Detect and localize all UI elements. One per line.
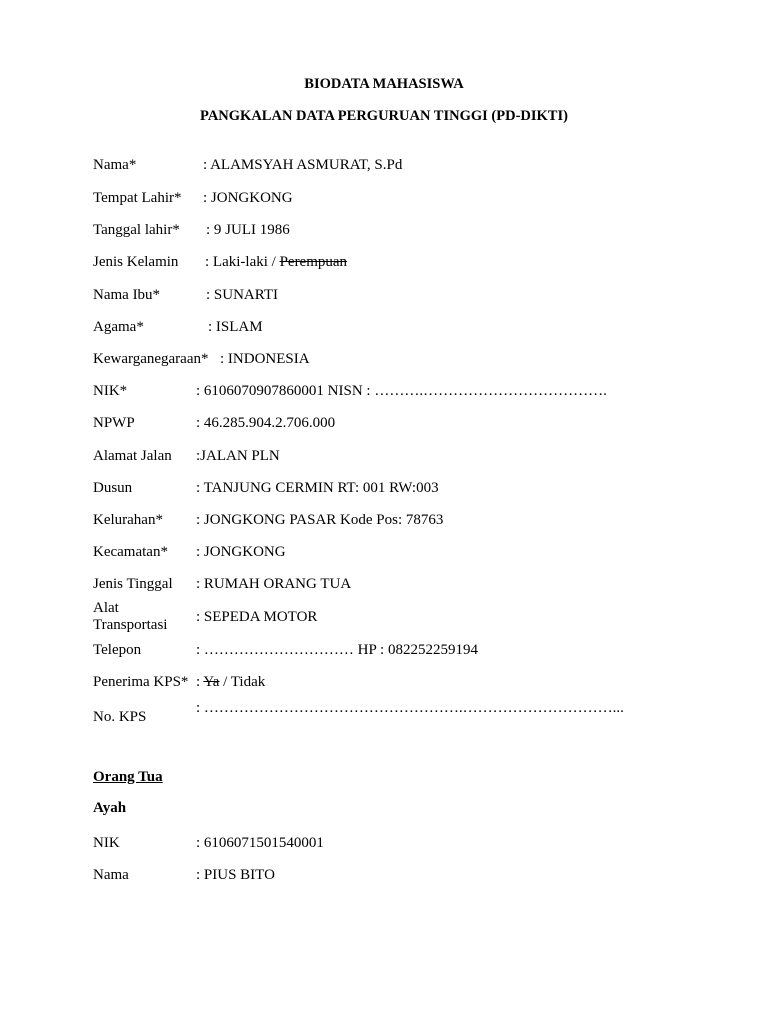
- value-penerima-kps-selected: / Tidak: [219, 674, 266, 690]
- value-jenis-kelamin-struck: Perempuan: [279, 254, 348, 270]
- label-nama-ibu: Nama Ibu*: [93, 287, 161, 303]
- section-heading-ayah: Ayah: [93, 800, 127, 816]
- label-jenis-tinggal: Jenis Tinggal: [93, 576, 173, 592]
- label-ayah-nik: NIK: [93, 835, 120, 851]
- value-agama: : ISLAM: [208, 319, 263, 335]
- value-nama-ibu: : SUNARTI: [206, 287, 279, 303]
- value-penerima-kps: [196, 673, 265, 691]
- document-subtitle: PANGKALAN DATA PERGURUAN TINGGI (PD-DIKTI): [200, 108, 568, 124]
- value-kewarganegaraan: : INDONESIA: [220, 351, 310, 367]
- value-jenis-kelamin-selected: : Laki-laki /: [205, 254, 280, 270]
- value-alamat-jalan: :JALAN PLN: [196, 448, 280, 464]
- label-kecamatan: Kecamatan*: [93, 544, 168, 560]
- label-dusun: Dusun: [93, 480, 133, 496]
- value-ayah-nama: : PIUS BITO: [196, 867, 275, 883]
- label-tempat-lahir: Tempat Lahir*: [93, 190, 182, 206]
- label-tanggal-lahir: Tanggal lahir*: [93, 222, 180, 238]
- value-penerima-kps-prefix: :: [196, 674, 204, 690]
- value-no-kps: : …………………………………………….…………………………...: [196, 700, 624, 716]
- label-jenis-kelamin: Jenis Kelamin: [93, 254, 179, 270]
- label-alat-transportasi: Alat Transportasi: [93, 600, 168, 633]
- value-kecamatan: : JONGKONG: [196, 544, 286, 560]
- label-telepon: Telepon: [93, 642, 142, 658]
- section-heading-orang-tua: Orang Tua: [93, 769, 163, 785]
- value-jenis-kelamin: [205, 253, 347, 271]
- label-npwp: NPWP: [93, 415, 135, 431]
- value-dusun: : TANJUNG CERMIN RT: 001 RW:003: [196, 480, 439, 496]
- label-nik: NIK*: [93, 383, 128, 399]
- label-kewarganegaraan: Kewarganegaraan*: [93, 351, 209, 367]
- value-telepon: : ………………………… HP : 082252259194: [196, 642, 478, 658]
- value-penerima-kps-struck: Ya: [203, 674, 220, 690]
- value-kelurahan: : JONGKONG PASAR Kode Pos: 78763: [196, 512, 444, 528]
- value-ayah-nik: : 6106071501540001: [196, 835, 324, 851]
- label-ayah-nama: Nama: [93, 867, 129, 883]
- value-tanggal-lahir: : 9 JULI 1986: [206, 222, 290, 238]
- label-no-kps: No. KPS: [93, 709, 147, 725]
- value-alat-transportasi: : SEPEDA MOTOR: [196, 609, 318, 625]
- value-nama: : ALAMSYAH ASMURAT, S.Pd: [203, 157, 403, 173]
- value-jenis-tinggal: : RUMAH ORANG TUA: [196, 576, 352, 592]
- label-alamat-jalan: Alamat Jalan: [93, 448, 172, 464]
- label-agama: Agama*: [93, 319, 144, 335]
- value-tempat-lahir: : JONGKONG: [203, 190, 293, 206]
- value-nik: : 6106070907860001 NISN : ……….……………………………….: [196, 383, 607, 399]
- label-penerima-kps: Penerima KPS*: [93, 674, 189, 690]
- document-title: BIODATA MAHASISWA: [304, 76, 464, 92]
- label-kelurahan: Kelurahan*: [93, 512, 163, 528]
- value-npwp: : 46.285.904.2.706.000: [196, 415, 336, 431]
- label-nama: Nama*: [93, 157, 137, 173]
